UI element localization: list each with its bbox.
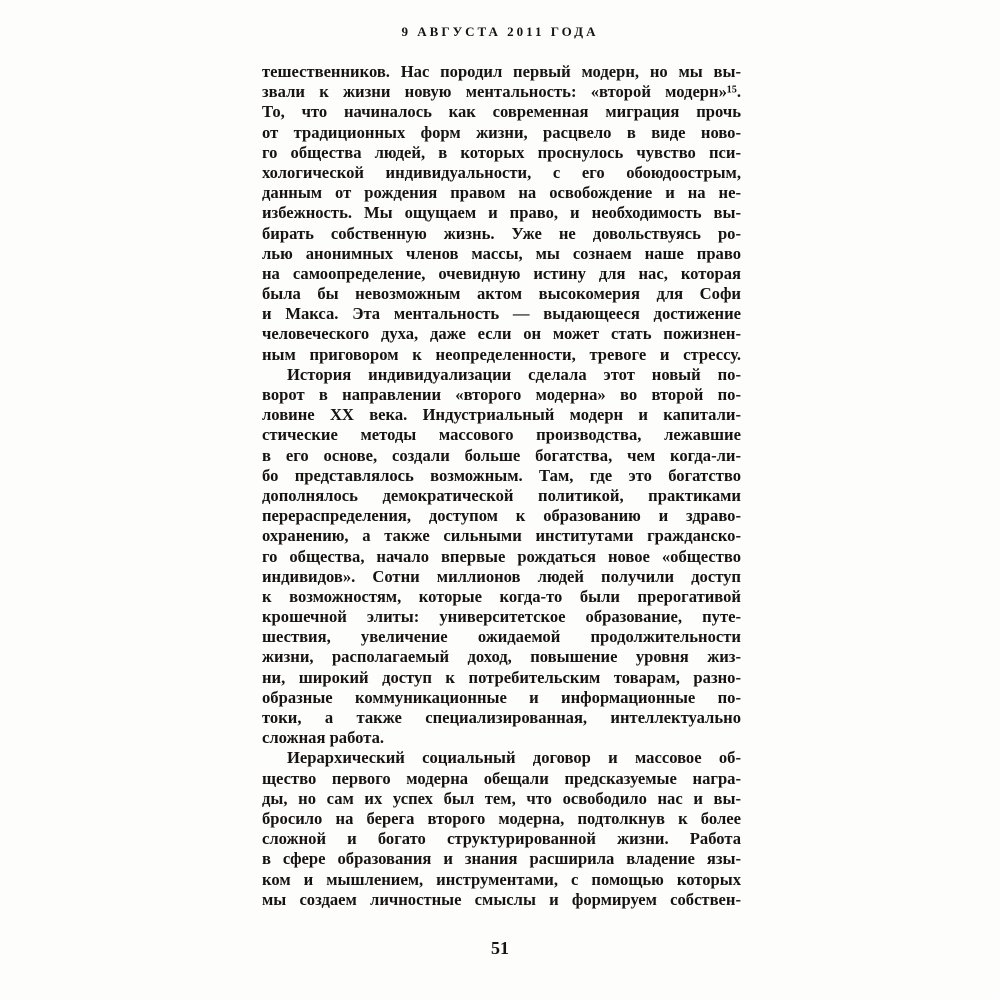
running-header: 9 АВГУСТА 2011 ГОДА bbox=[401, 24, 599, 39]
text-line: Иерархический социальный договор и массовое об- bbox=[287, 748, 741, 768]
text-line: ни, широкий доступ к потребительским товарам, разно- bbox=[262, 667, 741, 687]
page-number: 51 bbox=[491, 938, 509, 958]
text-line: бросило на берега второго модерна, подтолкнув к более bbox=[262, 808, 741, 828]
text-line: была бы невозможным актом высокомерия для Софи bbox=[262, 284, 741, 304]
text-line: сложная работа. bbox=[262, 728, 385, 748]
text-line: мы создаем личностные смыслы и формируем собствен- bbox=[262, 889, 741, 909]
text-line: хологической индивидуальности, с его обоюдоострым, bbox=[262, 162, 741, 182]
text-line: человеческого духа, даже если он может стать пожизнен- bbox=[262, 324, 741, 344]
text-line: тешественников. Нас породил первый модерн, но мы вы- bbox=[262, 62, 741, 81]
text-line: образные коммуникационные и информационные по- bbox=[262, 687, 741, 707]
text-line: го общества, начало впервые рождаться новое «общество bbox=[262, 546, 741, 566]
text-line: перераспределения, доступом к образованию и здраво- bbox=[262, 506, 741, 526]
text-line: сложной и богато структурированной жизни. Работа bbox=[262, 829, 741, 849]
text-line: ком и мышлением, инструментами, с помощью которых bbox=[262, 869, 741, 889]
text-line: звали к жизни новую ментальность: «второй модерн»¹⁵. bbox=[262, 82, 741, 102]
text-line: от традиционных форм жизни, расцвело в виде ново- bbox=[262, 122, 741, 142]
text-line: на самоопределение, очевидную истину для нас, которая bbox=[262, 263, 741, 283]
text-block bbox=[262, 62, 741, 910]
text-line: избежность. Мы ощущаем и право, и необходимость вы- bbox=[262, 203, 741, 223]
text-line: крошечной элиты: университетское образование, путе- bbox=[262, 607, 741, 627]
text-line: жизни, располагаемый доход, повышение уровня жиз- bbox=[262, 647, 741, 667]
text-line: ловине XX века. Индустриальный модерн и капитали- bbox=[262, 405, 741, 425]
text-line: данным от рождения правом на освобождение и на не- bbox=[262, 183, 741, 203]
text-line: в его основе, создали больше богатства, чем когда-ли- bbox=[262, 445, 741, 465]
text-line: ным приговором к неопределенности, тревоге и стрессу. bbox=[262, 344, 741, 364]
text-line: щество первого модерна обещали предсказуемые награ- bbox=[262, 768, 741, 788]
paragraph bbox=[262, 365, 741, 749]
paragraph bbox=[262, 748, 741, 910]
text-line: в сфере образования и знания расширила владение язы- bbox=[262, 849, 741, 869]
text-line: лью анонимных членов массы, мы сознаем наше право bbox=[262, 243, 741, 263]
text-line: История индивидуализации сделала этот новый по- bbox=[287, 364, 741, 384]
text-line: охранению, а также сильными институтами гражданско- bbox=[262, 526, 741, 546]
paragraph bbox=[262, 62, 741, 365]
text-line: к возможностям, которые когда-то были прерогативой bbox=[262, 586, 741, 606]
text-line: дополнялось демократической политикой, практиками bbox=[262, 485, 741, 505]
text-line: токи, а также специализированная, интеллектуально bbox=[262, 708, 741, 727]
text-line: ворот в направлении «второго модерна» во второй по- bbox=[262, 385, 741, 404]
text-line: шествия, увеличение ожидаемой продолжительности bbox=[262, 627, 741, 647]
text-line: стические методы массового производства, лежавшие bbox=[262, 425, 741, 445]
text-line: То, что начиналось как современная миграция прочь bbox=[262, 102, 741, 122]
text-line: индивидов». Сотни миллионов людей получили доступ bbox=[262, 566, 741, 586]
text-line: бирать собственную жизнь. Уже не довольствуясь ро- bbox=[262, 223, 741, 243]
text-line: бо представлялось возможным. Там, где это богатство bbox=[262, 465, 741, 485]
text-line: ды, но сам их успех был тем, что освободило нас и вы- bbox=[262, 788, 741, 808]
text-line: и Макса. Эта ментальность — выдающееся достижение bbox=[262, 304, 741, 324]
text-line: го общества людей, в которых проснулось чувство пси- bbox=[262, 142, 741, 162]
